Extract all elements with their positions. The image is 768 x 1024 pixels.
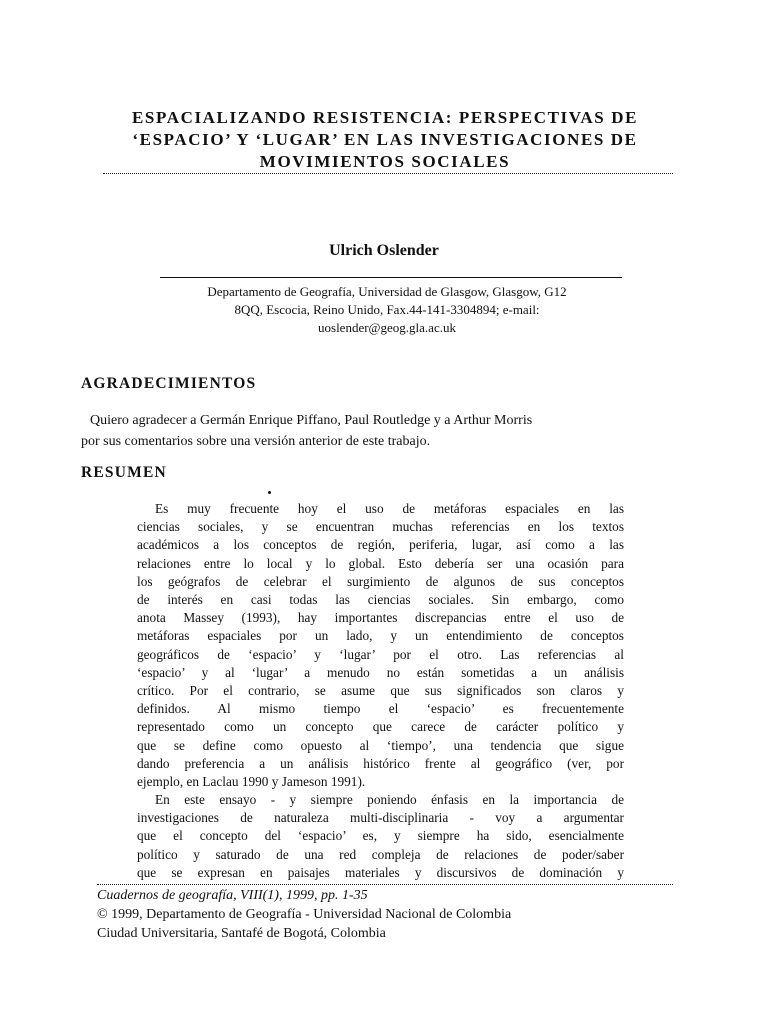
abstract-line: definidos. Al mismo tiempo el ‘espacio’ es frecuentemente bbox=[137, 701, 624, 717]
abstract-line: que se define como opuesto al ‘tiempo’, una tendencia que sigue bbox=[137, 737, 624, 753]
article-title bbox=[80, 107, 690, 173]
abstract-line: que se expresan en paisajes materiales y discursivos de dominación y bbox=[137, 864, 624, 880]
abstract-line: relaciones entre lo local y lo global. Esto debería ser una ocasión para bbox=[137, 555, 624, 571]
abstract-line: anota Massey (1993), hay importantes discrepancias entre el uso de bbox=[137, 610, 624, 626]
abstract-heading: RESUMEN bbox=[81, 464, 167, 481]
author-divider bbox=[160, 277, 622, 278]
abstract-line: ciencias sociales, y se encuentran muchas referencias en los textos bbox=[137, 519, 624, 535]
abstract-line: ‘espacio’ y al ‘lugar’ a menudo no están sometidas a un análisis bbox=[137, 664, 624, 680]
abstract-line: los geógrafos de celebrar el surgimiento de algunos de sus conceptos bbox=[137, 573, 624, 589]
ack-line: por sus comentarios sobre una versión anterior de este trabajo. bbox=[81, 434, 431, 449]
author-name: Ulrich Oslender bbox=[329, 242, 439, 259]
abstract-line: metáforas espaciales por un lado, y un entendimiento de conceptos bbox=[137, 628, 624, 644]
copyright-line: © 1999, Departamento de Geografía - Universidad Nacional de Colombia bbox=[97, 907, 512, 922]
affiliation-line: 8QQ, Escocia, Reino Unido, Fax.44-141-3304894; e-mail: bbox=[234, 302, 540, 317]
footer-divider bbox=[97, 884, 673, 885]
acknowledgements-heading: AGRADECIMIENTOS bbox=[81, 375, 257, 392]
stray-dot bbox=[268, 491, 271, 494]
author-affiliation bbox=[130, 283, 644, 337]
abstract-line: de interés en casi todas las ciencias sociales. Sin embargo, como bbox=[137, 592, 624, 608]
page-footer bbox=[97, 886, 697, 943]
abstract-line: dando preferencia a un análisis histórico frente al geográfico (ver, por bbox=[137, 755, 624, 771]
affiliation-line: Departamento de Geografía, Universidad de Glasgow, Glasgow, G12 bbox=[207, 284, 567, 299]
title-line: ‘ESPACIO’ Y ‘LUGAR’ EN LAS INVESTIGACIONES DE bbox=[132, 130, 638, 149]
address-line: Ciudad Universitaria, Santafé de Bogotá, Colombia bbox=[97, 926, 386, 941]
abstract-line: geográficos de ‘espacio’ y ‘lugar’ por el otro. Las referencias al bbox=[137, 646, 624, 662]
journal-citation: Cuadernos de geografía, VIII(1), 1999, pp. 1-35 bbox=[97, 888, 368, 903]
abstract-paragraph-2 bbox=[137, 791, 624, 882]
acknowledgements-text bbox=[81, 410, 673, 452]
title-line: ESPACIALIZANDO RESISTENCIA: PERSPECTIVAS DE bbox=[131, 108, 639, 127]
abstract-line: En este ensayo - y siempre poniendo énfasis en la importancia de bbox=[155, 792, 624, 807]
ack-line: Quiero agradecer a Germán Enrique Piffano, Paul Routledge y a Arthur Morris bbox=[90, 413, 533, 428]
abstract-line: académicos a los conceptos de región, periferia, lugar, así como a las bbox=[137, 537, 624, 553]
title-line: MOVIMIENTOS SOCIALES bbox=[259, 152, 511, 171]
abstract-line: político y saturado de una red compleja de relaciones de poder/saber bbox=[137, 846, 624, 862]
abstract-line: que el concepto del ‘espacio’ es, y siempre ha sido, esencialmente bbox=[137, 828, 624, 844]
abstract-line: representado como un concepto que carece de carácter político y bbox=[137, 719, 624, 735]
abstract-line: investigaciones de naturaleza multi-disciplinaria - voy a argumentar bbox=[137, 810, 624, 826]
abstract-line: ejemplo, en Laclau 1990 y Jameson 1991). bbox=[137, 774, 366, 790]
abstract-line: crítico. Por el contrario, se asume que sus significados son claros y bbox=[137, 683, 624, 699]
abstract-paragraph-1 bbox=[137, 500, 624, 791]
affiliation-line: uoslender@geog.gla.ac.uk bbox=[318, 320, 456, 335]
abstract-line: Es muy frecuente hoy el uso de metáforas espaciales en las bbox=[155, 501, 624, 516]
title-divider bbox=[103, 173, 673, 174]
